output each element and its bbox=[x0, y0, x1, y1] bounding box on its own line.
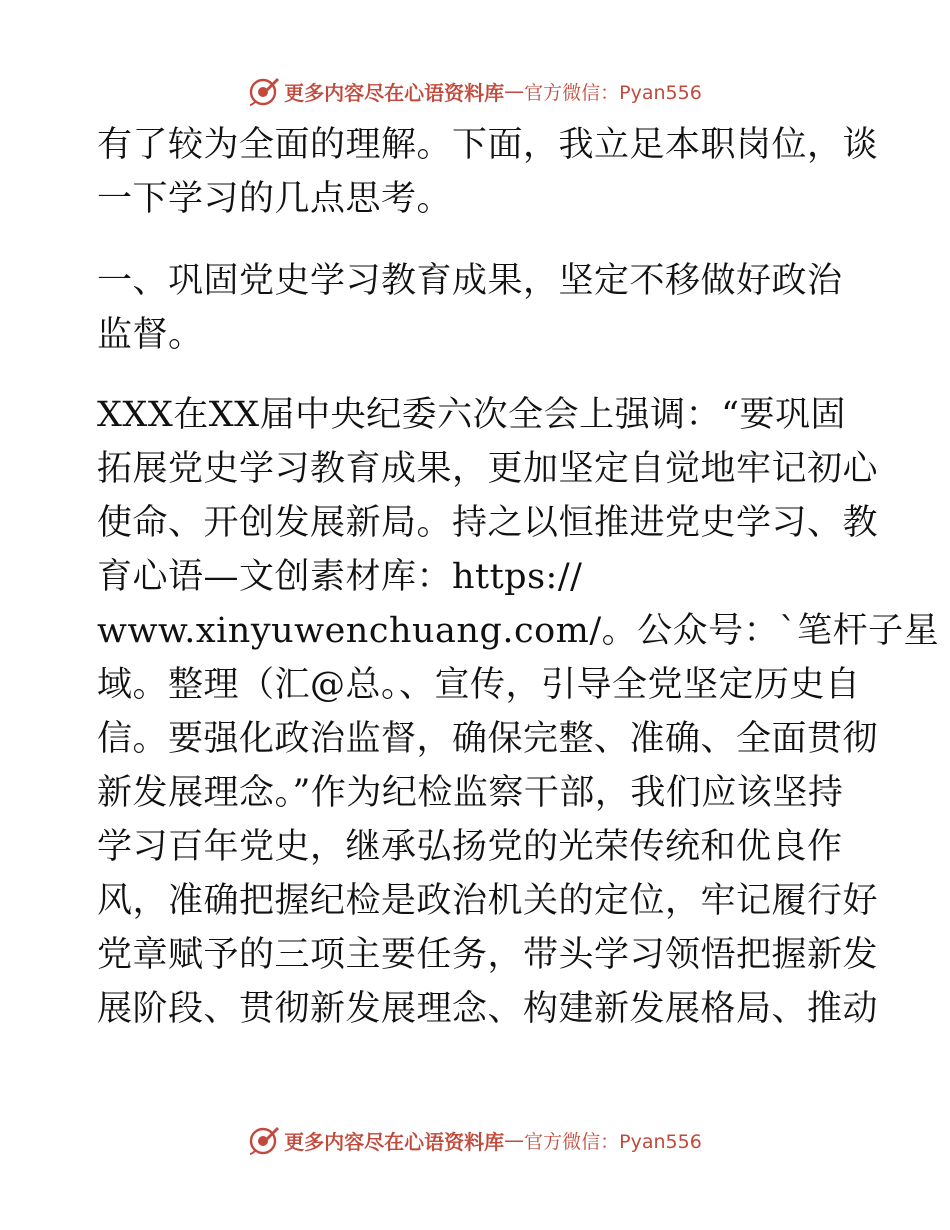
heading-line: 监督。 bbox=[97, 315, 204, 355]
text-line: www.xinyuwenchuang.com/。公众号：`笔杆子星 bbox=[97, 611, 940, 651]
banner-wechat-text: 官方微信：Pyan556 bbox=[524, 1130, 702, 1153]
text-line: XXX在XX届中央纪委六次全会上强调：“要巩固 bbox=[97, 395, 846, 435]
text-line: 学习百年党史，继承弘扬党的光荣传统和优良作 bbox=[97, 827, 843, 867]
text-line: 域。整理（汇@总。、宣传，引导全党坚定历史自 bbox=[97, 665, 861, 705]
banner-wechat-text: 官方微信：Pyan556 bbox=[524, 81, 702, 104]
paragraph-main bbox=[97, 388, 940, 1036]
banner-main-text: 更多内容尽在心语资料库 bbox=[284, 1129, 505, 1154]
banner-dash: — bbox=[504, 79, 525, 103]
brush-logo-icon bbox=[248, 75, 280, 107]
text-line: 党章赋予的三项主要任务，带头学习领悟把握新发 bbox=[97, 935, 879, 975]
text-line: 有了较为全面的理解。下面，我立足本职岗位，谈 bbox=[97, 125, 879, 165]
text-line: 使命、开创发展新局。持之以恒推进党史学习、教 bbox=[97, 503, 879, 543]
text-line: 拓展党史学习教育成果，更加坚定自觉地牢记初心 bbox=[97, 449, 879, 489]
banner-dash: — bbox=[504, 1128, 525, 1152]
text-line: 风，准确把握纪检是政治机关的定位，牢记履行好 bbox=[97, 881, 879, 921]
heading-line: 一、巩固党史学习教育成果，坚定不移做好政治 bbox=[97, 261, 843, 301]
text-line: 育心语—文创素材库：https:// bbox=[97, 557, 583, 597]
text-line: 信。要强化政治监督，确保完整、准确、全面贯彻 bbox=[97, 719, 879, 759]
paragraph-intro bbox=[97, 118, 879, 226]
footer-watermark-banner bbox=[0, 1120, 950, 1160]
document-body bbox=[97, 118, 940, 1036]
section-heading-1 bbox=[97, 254, 857, 362]
text-line: 新发展理念。”作为纪检监察干部，我们应该坚持 bbox=[97, 773, 844, 813]
banner-main-text: 更多内容尽在心语资料库 bbox=[284, 80, 505, 105]
brush-logo-icon bbox=[248, 1124, 280, 1156]
text-line: 一下学习的几点思考。 bbox=[97, 179, 453, 219]
text-line: 展阶段、贯彻新发展理念、构建新发展格局、推动 bbox=[97, 989, 879, 1029]
header-watermark-banner bbox=[0, 71, 950, 111]
